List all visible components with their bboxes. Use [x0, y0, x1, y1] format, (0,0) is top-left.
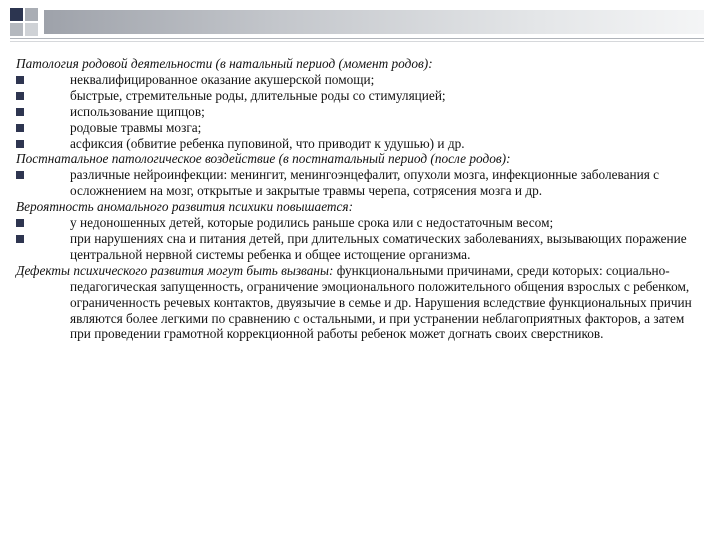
- list-item-text: использование щипцов;: [70, 103, 205, 119]
- section-heading: Постнатальное патологическое воздействие (в постнатальный период (после родов):: [16, 151, 511, 167]
- bullet-list: [14, 72, 704, 152]
- square-bullet-icon: [16, 140, 24, 148]
- square-bullet-icon: [16, 92, 24, 100]
- list-item-text: неквалифицированное оказание акушерской помощи;: [70, 71, 375, 87]
- header-gradient-bar: [44, 10, 704, 34]
- square-bullet-icon: [16, 76, 24, 84]
- list-item: [14, 88, 704, 104]
- square-bullet-icon: [16, 124, 24, 132]
- list-item: [14, 215, 704, 231]
- square-bullet-icon: [16, 171, 24, 179]
- closing-text: функциональными причинами, среди которых: социально-педагогическая запущенность, ограничение эмоционального положительного общения взрослых с ребенком, ограниченность речевых контактов, двуязычие в семье и др. Нарушения вследствие функциональных причин являются более легкими по сравнению с остальными, и при устранении неблагоприятных факторов, а затем при проведении грамотной коррекционной работы ребенок может догнать своих сверстников.: [70, 262, 692, 342]
- list-item: [14, 104, 704, 120]
- list-item-text: быстрые, стремительные роды, длительные роды со стимуляцией;: [70, 87, 446, 103]
- list-item: [14, 120, 704, 136]
- list-item-text: различные нейроинфекции: менингит, менингоэнцефалит, опухоли мозга, инфекционные заболевания с осложнением на мозг, открытые и закрытые травмы черепа, сотрясения мозга и др.: [70, 167, 660, 199]
- section-heading: Вероятность аномального развития психики повышается:: [16, 199, 354, 215]
- square-bullet-icon: [16, 235, 24, 243]
- list-item-text: у недоношенных детей, которые родились раньше срока или с недостаточным весом;: [70, 215, 554, 231]
- closing-lead: Дефекты психического развития могут быть вызваны:: [16, 262, 334, 278]
- bullet-list: [14, 215, 704, 263]
- list-item-text: родовые травмы мозга;: [70, 119, 202, 135]
- list-item-text: при нарушениях сна и питания детей, при длительных соматических заболеваниях, вызывающих поражение центральной нервной системы ребенка и общее истощение организма.: [70, 230, 687, 262]
- decorative-square: [10, 8, 23, 21]
- closing-paragraph: [14, 263, 704, 343]
- header-divider: [10, 38, 704, 39]
- list-item: [14, 72, 704, 88]
- square-bullet-icon: [16, 219, 24, 227]
- bullet-list: [14, 167, 704, 199]
- list-item: [14, 136, 704, 152]
- slide-body: [14, 56, 704, 342]
- square-bullet-icon: [16, 108, 24, 116]
- list-item: [14, 167, 704, 199]
- header-divider: [10, 41, 704, 42]
- decorative-square: [25, 8, 38, 21]
- decorative-square: [10, 23, 23, 36]
- decorative-square: [25, 23, 38, 36]
- section-heading: Патология родовой деятельности (в натальный период (момент родов):: [16, 56, 433, 71]
- list-item: [14, 231, 704, 263]
- list-item-text: асфиксия (обвитие ребенка пуповиной, что приводит к удушью) и др.: [70, 135, 465, 151]
